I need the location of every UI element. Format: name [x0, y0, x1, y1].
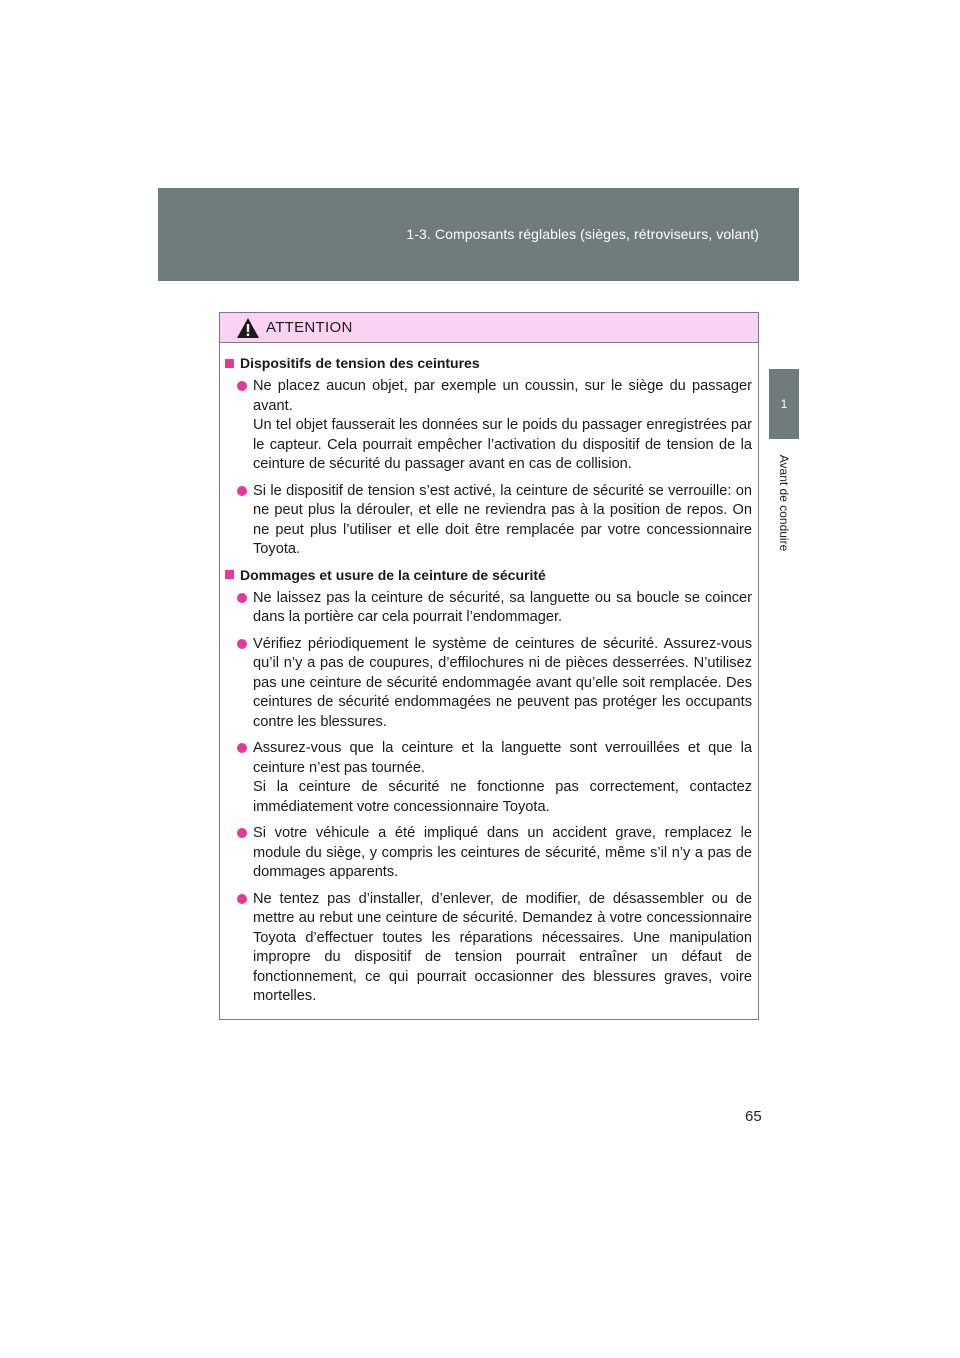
section-title — [225, 567, 752, 583]
item-paragraph: Un tel objet fausserait les données sur le poids du passager enregistrées par le capteur. Cela pourrait empêcher l’activation du dispositif de tension de la ceinture de sécurité du passager avant en cas de collision. — [253, 417, 752, 472]
item-paragraph: Ne tentez pas d’installer, d’enlever, de modifier, de désassembler ou de mettre au rebut une ceinture de sécurité. Demandez à votre concessionnaire Toyota d’effectuer toutes les réparations nécessaires. Une manipulation impropre du dispositif de tension pourrait entraîner un défaut de fonctionnement, ce qui pourrait occasionner des blessures graves, voire mortelles. — [253, 890, 752, 1004]
caution-header — [220, 313, 758, 343]
round-bullet-icon — [237, 639, 247, 649]
round-bullet-icon — [237, 486, 247, 496]
item-paragraph: Si votre véhicule a été impliqué dans un accident grave, remplacez le module du siège, y compris les ceintures de sécurité, même s’il n’y a pas de dommages apparents. — [253, 825, 752, 880]
list-item — [225, 824, 752, 883]
section-title-text: Dommages et usure de la ceinture de sécurité — [240, 566, 546, 583]
warning-triangle-icon — [236, 317, 260, 339]
list-item — [225, 635, 752, 733]
square-bullet-icon — [225, 570, 234, 579]
round-bullet-icon — [237, 894, 247, 904]
chapter-label: Avant de conduire — [777, 454, 791, 552]
item-paragraph: Si le dispositif de tension s’est activé, la ceinture de sécurité se verrouille: on ne peut plus la dérouler, et elle ne reviendra pas à la position de repos. On ne peut plus l’utiliser et elle doit être remplacée par votre concessionnaire Toyota. — [253, 482, 752, 557]
caution-body — [220, 343, 758, 1007]
page-number: 65 — [745, 1108, 762, 1125]
chapter-tab — [769, 369, 799, 439]
round-bullet-icon — [237, 381, 247, 391]
round-bullet-icon — [237, 828, 247, 838]
section-title-text: Dispositifs de tension des ceintures — [240, 355, 480, 371]
header-band — [158, 188, 799, 281]
list-item — [225, 377, 752, 475]
square-bullet-icon — [225, 359, 234, 368]
item-paragraph: Ne placez aucun objet, par exemple un coussin, sur le siège du passager avant. — [253, 378, 752, 414]
item-paragraph: Ne laissez pas la ceinture de sécurité, sa languette ou sa boucle se coincer dans la portière car cela pourrait l’endommager. — [253, 589, 752, 625]
item-paragraph: Si la ceinture de sécurité ne fonctionne pas correctement, contactez immédiatement votre concessionnaire Toyota. — [253, 779, 752, 815]
section-header-title: 1-3. Composants réglables (sièges, rétroviseurs, volant) — [406, 226, 759, 242]
caution-box — [219, 312, 759, 1020]
round-bullet-icon — [237, 743, 247, 753]
round-bullet-icon — [237, 593, 247, 603]
list-item — [225, 482, 752, 560]
item-paragraph: Vérifiez périodiquement le système de ceintures de sécurité. Assurez-vous qu’il n’y a pas de coupures, d’effilochures ni de pièces desserrées. N’utilisez pas une ceinture de sécurité endommagée avant qu’elle soit remplacée. Des ceintures de sécurité endommagées ne peuvent pas protéger les occupants contre les blessures. — [253, 635, 752, 730]
item-paragraph: Assurez-vous que la ceinture et la languette sont verrouillées et que la ceinture n’est pas tournée. — [253, 740, 752, 776]
list-item — [225, 589, 752, 628]
caution-title: ATTENTION — [266, 319, 353, 336]
section-title — [225, 355, 752, 371]
chapter-number: 1 — [780, 397, 788, 411]
list-item — [225, 890, 752, 1007]
list-item — [225, 739, 752, 817]
